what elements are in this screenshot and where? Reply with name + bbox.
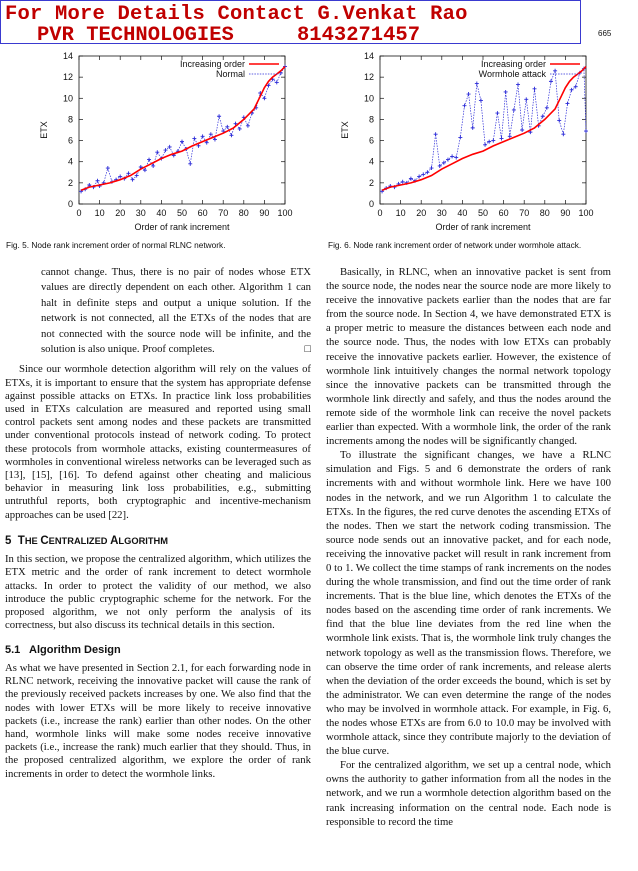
series-line-increasing-order [81,67,285,191]
x-axis-label: Order of rank increment [134,222,230,232]
y-tick-label: 12 [363,72,374,83]
data-point [565,102,569,106]
y-axis-label: ETX [39,121,49,139]
data-point [188,162,192,166]
series-line-normal [81,67,285,192]
x-tick-label: 80 [539,208,550,218]
y-tick-label: 4 [368,156,374,167]
legend-label: Wormhole attack [478,69,546,79]
data-point [454,155,458,159]
data-point [491,139,495,143]
y-tick-label: 6 [368,135,374,146]
data-point [201,134,205,138]
data-point [143,168,147,172]
data-point [467,92,471,96]
heading-part: T [17,534,25,547]
data-point [106,166,110,170]
figure-6-chart [336,44,596,234]
data-point [229,133,233,137]
data-point [524,97,528,101]
data-point [96,179,100,183]
right-paragraph-2: To illustrate the significant changes, we have a RLNC simulation and Figs. 5 and 6 demonstrate the orders of rank increments with and without wormhole link. Here we have 100 nodes in the network, and we run Algorithm 1 to calculate the ETXs. In the figures, the red curve denotes the ascending ETXs of the nodes. Then we start the network coding transmission. The source node sends out an innovative packet, and for each node, receiving the innovative packet will result in rank increment from 0 to 1. We collect the time stamps of rank increments on the nodes during the whole transmission, and find out the time order of rank increments. That is the blue line, which denotes the ETXs of the nodes based on the ascending time order of rank increments. We find that the blue line deviates from the red line when the wormhole link exists. That is, the wormhole link truly changes the network topology as well as the transmission flows. Therefore, we can observe the time order of rank increments, and release alerts when the deviation of the order exceeds the bound, which is set by the administrator. We can even determine the range of the nodes who may be involved in wormhole attack. For example, in Fig. 6, the nodes whose ETXs are from 6.0 to 10.0 may be involved with wormhole attack, since they contribute majorly to the deviation of the blue curve. [326,449,611,758]
data-point [549,79,553,83]
y-tick-label: 14 [62,51,73,61]
y-tick-label: 2 [368,177,374,188]
y-tick-label: 10 [363,93,374,104]
x-tick-label: 10 [94,208,105,218]
y-tick-label: 2 [67,177,73,188]
banner-phone: 8143271457 [297,24,421,47]
y-tick-label: 4 [67,156,73,167]
data-point [557,118,561,122]
banner-contact-line: For More Details Contact G.Venkat Rao [5,3,468,26]
y-tick-label: 12 [62,72,73,83]
data-point [520,128,524,132]
proof-paragraph [5,265,311,357]
data-point [421,172,425,176]
section-5-intro: In this section, we propose the centralized algorithm, which utilizes the ETX metric and the order of rank increment to detect wormhole attacks. In order to protect the validity of our method, we also introduce the public cryptographic scheme for the network. For the proposed algorithm, we not only perform the analysis of its correctness, but also discuss its technical details in this section. [5,553,311,632]
data-point [425,170,429,174]
figure-6-caption: Fig. 6. Node rank increment order of network under wormhole attack. [328,240,582,250]
subsection-5-1-heading: 5.1 Algorithm Design [5,643,121,656]
x-tick-label: 0 [76,208,82,218]
data-point [462,104,466,108]
x-tick-label: 40 [156,208,167,218]
algorithm-design-paragraph: As what we have presented in Section 2.1, for each forwarding node in RLNC network, receiving the innovative packet will cause the rank of the previously received packets increases by one. We also find that the nodes with lower ETXs will be more likely to receive innovative packets (i.e., increase the rank) earlier than other nodes. On the other hand, wormhole links will make some nodes receive innovative packets (i.e., increase the rank) much earlier that they should. Thus, in the proposed centralized algorithm, we explore the order of rank increments in order to detect the wormhole links. [5,661,311,780]
data-point [553,69,557,73]
x-tick-label: 70 [519,208,530,218]
data-point [561,132,565,136]
x-tick-label: 100 [578,208,594,218]
data-point [479,98,483,102]
x-tick-label: 30 [135,208,146,218]
data-point [217,114,221,118]
data-point [246,124,250,128]
x-tick-label: 90 [560,208,571,218]
x-tick-label: 30 [436,208,447,218]
figure-5-chart [35,44,295,234]
legend-label: Increasing order [480,59,546,69]
section-number: 5 [5,534,12,547]
y-tick-label: 6 [67,135,73,146]
data-point [417,175,421,179]
x-tick-label: 10 [395,208,406,218]
x-tick-label: 80 [238,208,249,218]
legend-label: Normal [215,69,245,79]
data-point [192,136,196,140]
series-line-increasing-order [382,67,586,191]
data-point [512,108,516,112]
contact-banner [0,0,581,47]
data-point [545,106,549,110]
x-tick-label: 90 [259,208,270,218]
qed-symbol: □ [304,343,311,356]
data-point [458,135,462,139]
data-point [471,126,475,130]
data-point [584,129,588,133]
data-point [147,158,151,162]
data-point [409,177,413,181]
figure-5-caption: Fig. 5. Node rank increment order of normal RLNC network. [6,240,226,250]
page-number: 665 [598,29,612,38]
y-tick-label: 10 [62,93,73,104]
right-paragraph-3: For the centralized algorithm, we set up a central node, which owns the authority to gather information from all the nodes in the network, and we run a wormhole detection algorithm based on the rank increasing information on the central node. Each node is responsible to record the time [326,759,611,828]
section-5-heading [5,534,311,549]
data-point [533,87,537,91]
data-point [516,83,520,87]
security-paragraph: Since our wormhole detection algorithm will rely on the values of ETXs, it is important to ensure that the system has appropriate defense against possible attacks on ETXs. In practice link loss probabilities used in ETXs calculation are measured and reported using small control packets sent among nodes and these packets are transmitted under conventional protocols instead of network coding. To protect these protocols from wormhole attacks, existing countermeasures of wormholes in conventional wireless networks can be leveraged such as [13], [15], [16]. To defend against other cheating and malicious behavior in measuring link loss probabilities, e.g., submitting untruthful reports, both cryptographic and incentive-mechanism approaches can be used [22]. [5,363,311,521]
data-point [570,88,574,92]
left-column [5,265,311,781]
y-tick-label: 8 [67,114,73,125]
right-paragraph-1: Basically, in RLNC, when an innovative packet is sent from the source node, the nodes near the source node are more likely to receive the innovative packets earlier than the nodes that are far from the source node. In Section 4, we have demonstrated ETX is a proper metric to measure the distances between each node and the source node. Thus, the nodes with low ETXs can probably receive the innovative packets earlier. However, the existence of wormhole link intuitively changes the normal network topology since the innovative packets can be transmitted through the wormhole link directly and safely, and thus the nodes around the remote side of the wormhole link can receive the novel packets earlier than expected. With a wormhole link, the order of the rank increments among the nodes will be significantly changed. [326,266,611,448]
x-tick-label: 70 [218,208,229,218]
x-tick-label: 50 [176,208,188,218]
x-tick-label: 20 [115,208,126,218]
x-tick-label: 40 [457,208,468,218]
banner-company-name: PVR TECHNOLOGIES [37,24,234,47]
data-point [500,136,504,140]
data-point [401,180,405,184]
y-tick-label: 8 [368,114,374,125]
proof-text: cannot change. Thus, there is no pair of nodes whose ETX values are directly dependent on each other. Algorithm 1 can halt in definite steps and output a unique solution. If the network is not connected, all the ETXs of the nodes that are not connected with the source node will be infinite, and the solution is also unique. Proof completes. [41,266,311,356]
plot-frame [79,56,285,204]
x-tick-label: 60 [498,208,509,218]
data-point [164,148,168,152]
heading-part: ENTRALIZED [48,535,111,546]
data-point [541,114,545,118]
data-point [262,96,266,100]
x-tick-label: 50 [477,208,489,218]
heading-part: HE [24,535,41,546]
series-line-wormhole-attack [382,69,586,192]
heading-part: C [40,534,49,547]
y-axis-label: ETX [340,121,350,139]
right-column [326,265,611,829]
y-tick-label: 0 [67,199,73,209]
x-tick-label: 60 [197,208,208,218]
data-point [180,140,184,144]
data-point [131,178,135,182]
x-axis-label: Order of rank increment [435,222,531,232]
data-point [483,143,487,147]
legend-label: Increasing order [179,59,245,69]
x-tick-label: 100 [277,208,293,218]
heading-part: LGORITHM [118,535,168,546]
x-tick-label: 20 [416,208,427,218]
data-point [151,164,155,168]
x-tick-label: 0 [377,208,383,218]
data-point [225,125,229,129]
data-point [475,81,479,85]
y-tick-label: 14 [363,51,374,61]
data-point [495,111,499,115]
data-point [450,154,454,158]
heading-part: A [110,534,119,547]
data-point [434,132,438,136]
y-tick-label: 0 [368,199,374,209]
data-point [504,90,508,94]
data-point [155,150,159,154]
